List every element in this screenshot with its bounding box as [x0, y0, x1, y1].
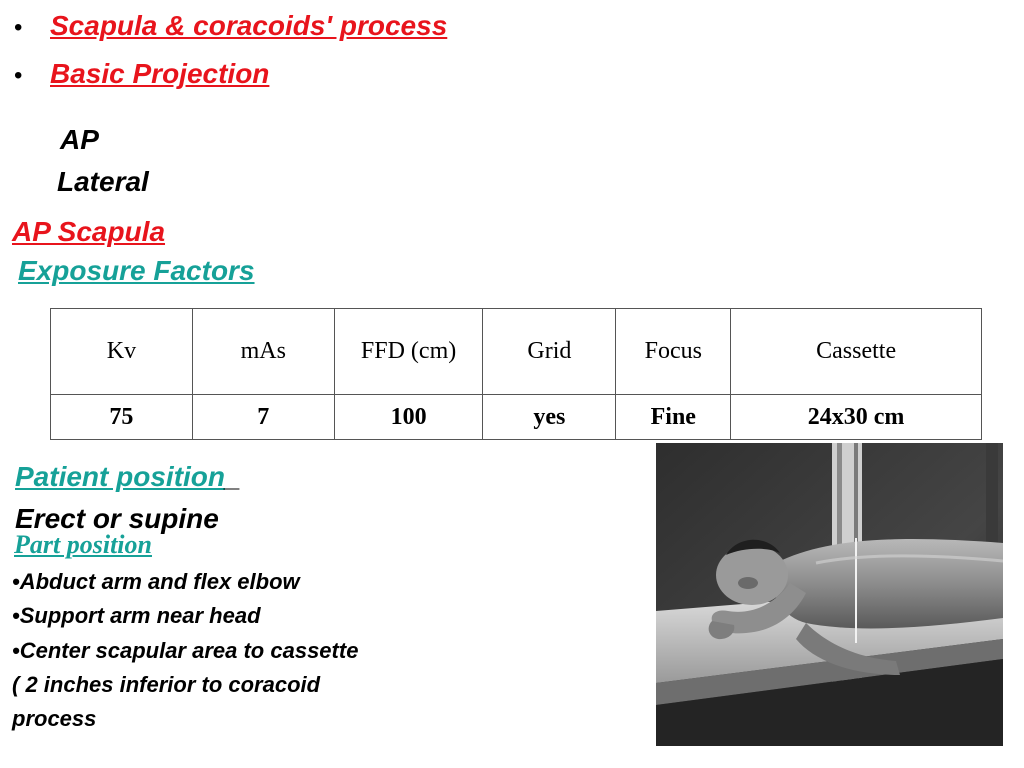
header-kv: Kv: [51, 309, 193, 395]
projection-lateral: Lateral: [57, 166, 149, 197]
header-ffd: FFD (cm): [334, 309, 483, 395]
patient-position-heading: [15, 461, 241, 493]
step-support-arm: •Support arm near head: [12, 603, 261, 628]
section-ap-scapula: AP Scapula: [12, 216, 166, 247]
header-cassette: Cassette: [731, 309, 982, 395]
heading-basic-projection: Basic Projection: [50, 58, 270, 89]
heading-scapula-coracoid: Scapula & coracoids' process: [50, 10, 448, 41]
step-inferior-coracoid: ( 2 inches inferior to coracoid: [12, 672, 321, 697]
bullet-scapula: [14, 10, 447, 42]
value-cassette: 24x30 cm: [731, 395, 982, 440]
projection-ap: AP: [60, 124, 99, 155]
bullet-basic-projection: [14, 58, 269, 90]
heading-exposure-factors: Exposure Factors: [18, 255, 255, 286]
header-focus: Focus: [616, 309, 731, 395]
patient-positioning-photo: [656, 443, 1003, 746]
header-grid: Grid: [483, 309, 616, 395]
header-mas: mAs: [192, 309, 334, 395]
value-focus: Fine: [616, 395, 731, 440]
step-process: process: [12, 706, 97, 731]
value-mas: 7: [192, 395, 334, 440]
table-row: [51, 395, 982, 440]
value-kv: 75: [51, 395, 193, 440]
table-header-row: [51, 309, 982, 395]
step-abduct-arm: •Abduct arm and flex elbow: [12, 569, 300, 594]
bullet-dot: •: [14, 62, 23, 89]
patient-position-value: Erect or supine: [15, 503, 219, 534]
heading-patient-position: Patient position: [15, 461, 225, 492]
heading-suffix: _: [225, 461, 241, 492]
exposure-factors-table: [50, 308, 982, 440]
value-ffd: 100: [334, 395, 483, 440]
bullet-dot: •: [14, 14, 23, 41]
step-center-scapula: •Center scapular area to cassette: [12, 638, 359, 663]
heading-part-position: Part position: [14, 530, 152, 559]
value-grid: yes: [483, 395, 616, 440]
